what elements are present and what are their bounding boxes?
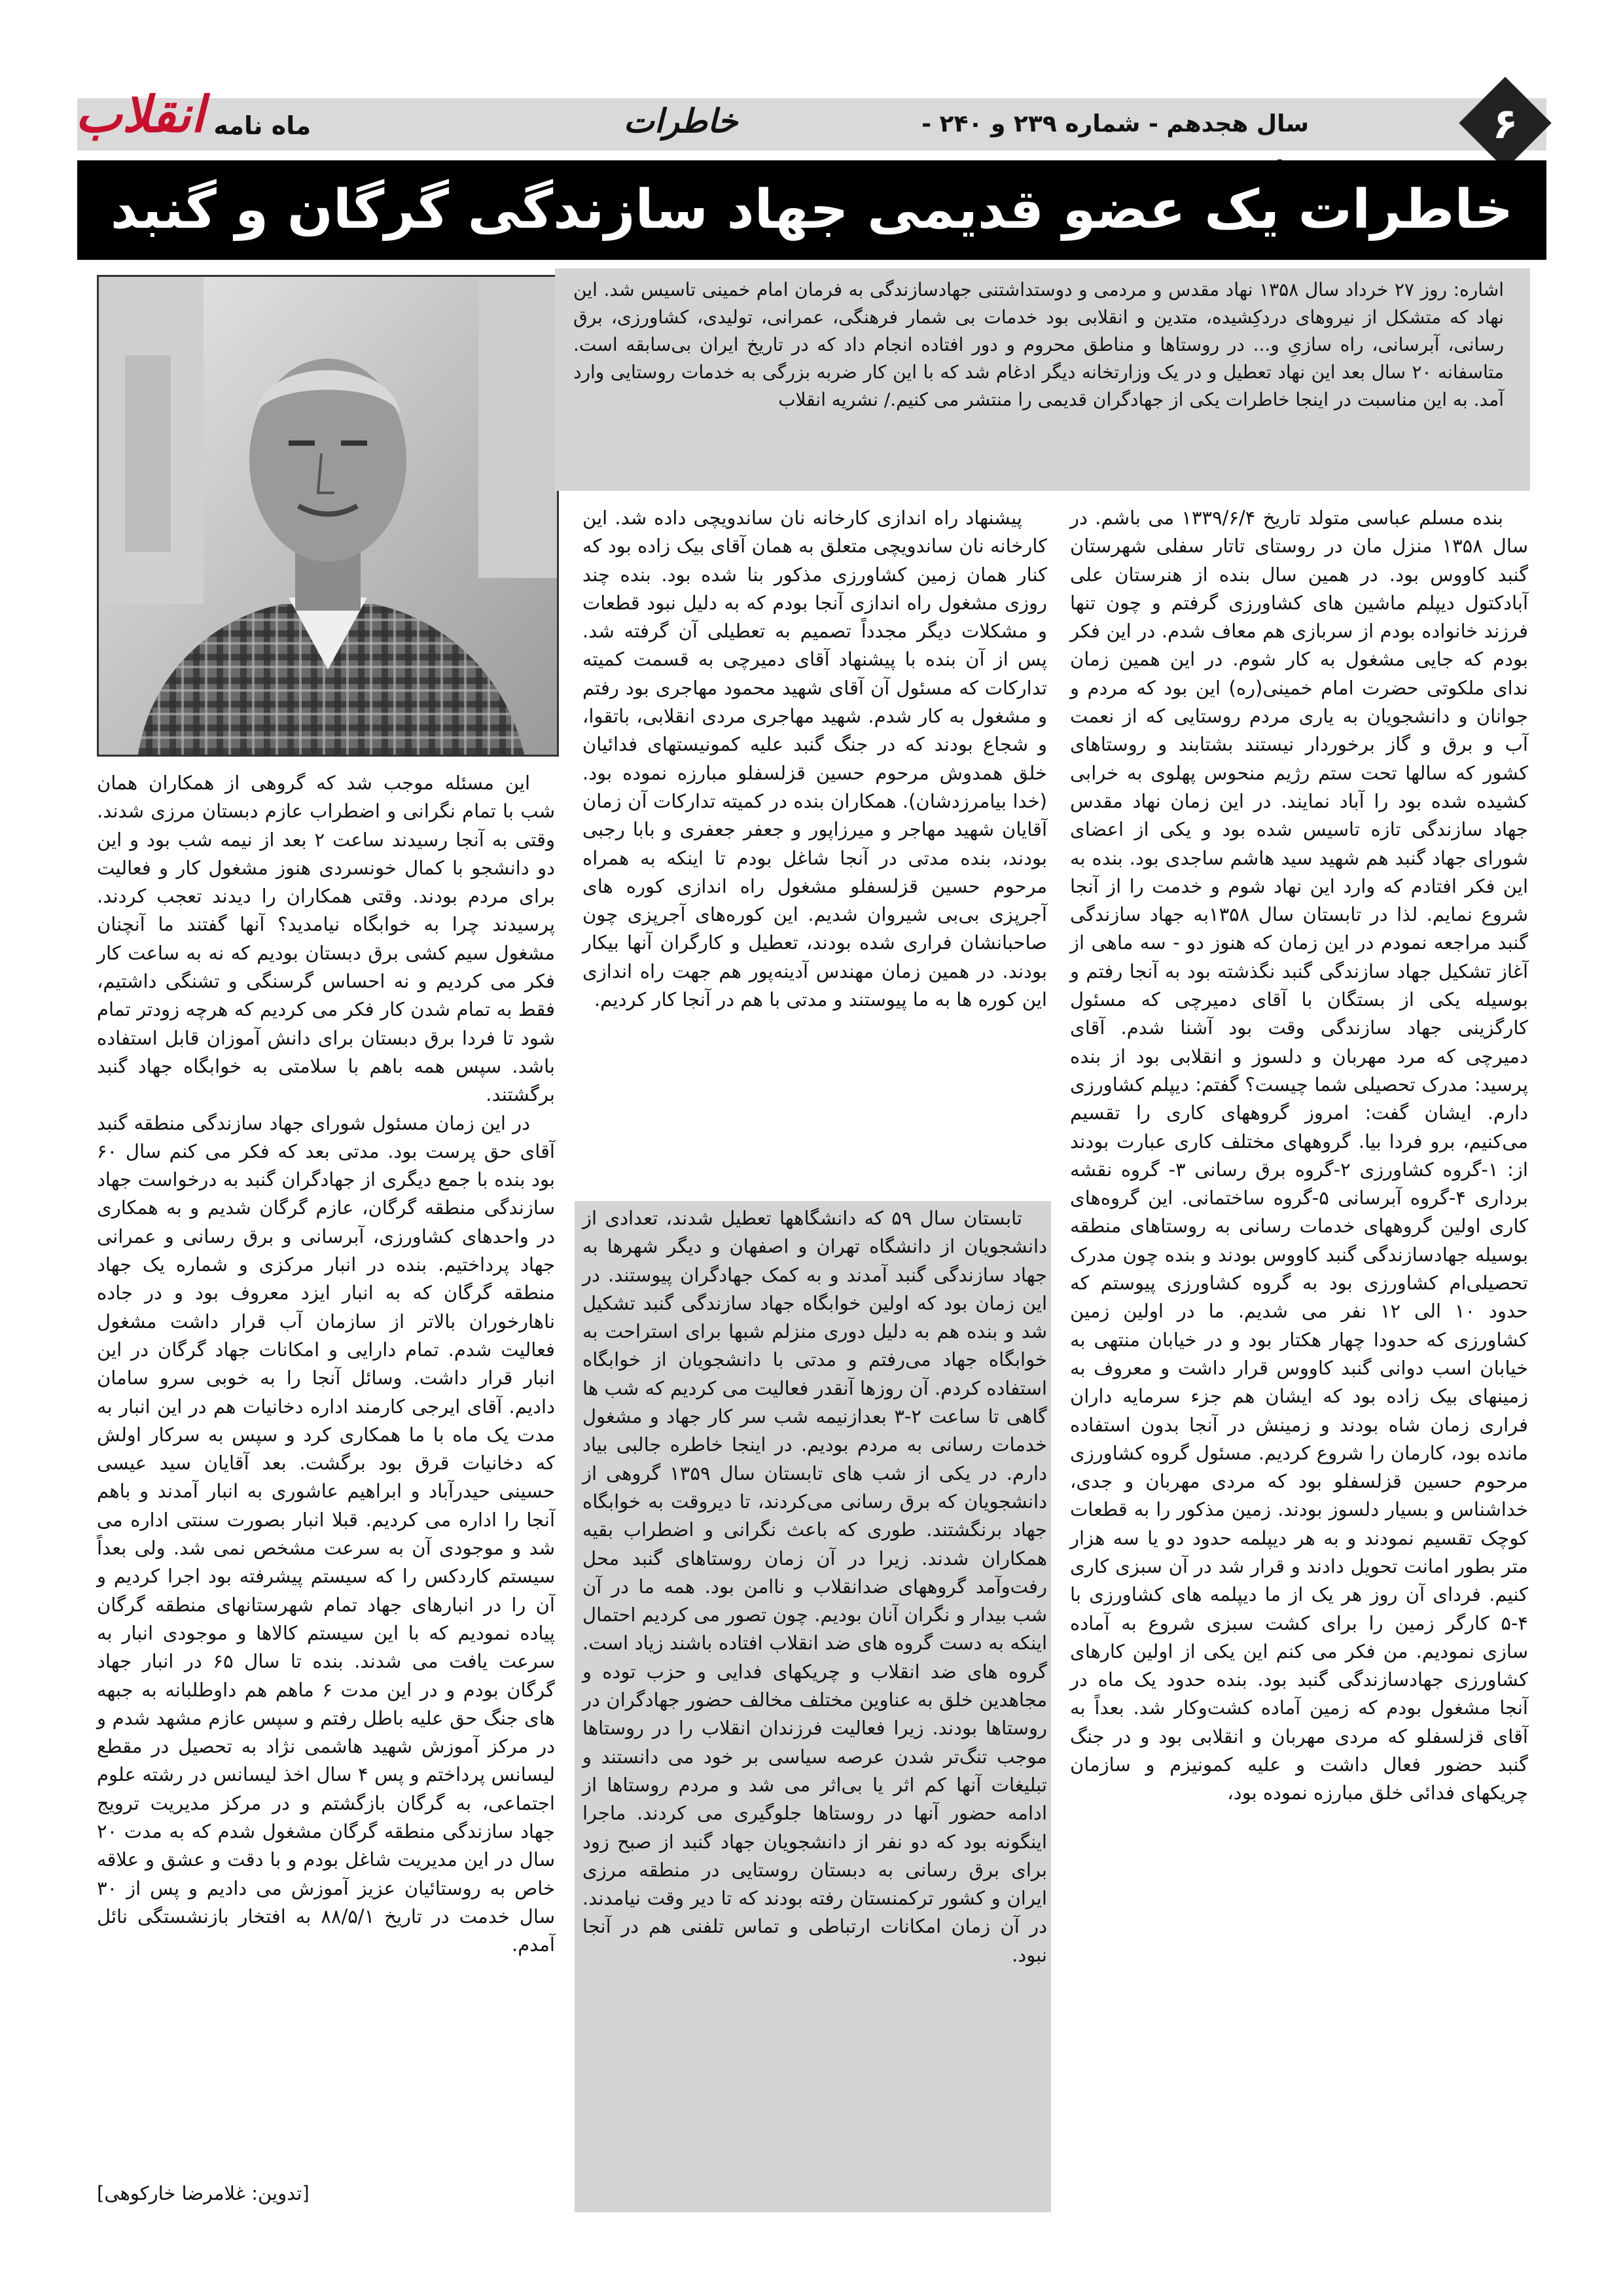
intro-text: اشاره: روز ۲۷ خرداد سال ۱۳۵۸ نهاد مقدس و مردمی و دوستداشتنی جهادسازندگی به فرمان امام خمینی تاسیس شد. این نهاد که متشکل از نیروهای دردکِشیده، متدین و انقلابی بود خدمات بی شمار فرهنگی، عمرانی، تولیدی، کشاورزی، برق رسانی، آبرسانی، راه سازیِ و... در روستاها و مناطق محروم و دور افتاده انجام داد که در تاریخ ایران بی‌سابقه است. متاسفانه ۲۰ سال بعد این نهاد تعطیل و در یک وزارتخانه دیگر ادغام شد که با این کار ضربه بزرگی به خدمات روستایی وارد آمد. به این مناسبت در اینجا خاطرات یکی از جهادگران قدیمی را منتشر می کنیم./ نشریه انقلاب (573, 279, 1505, 410)
article-column-left (97, 769, 555, 2235)
portrait-photo-icon (99, 277, 557, 755)
article-column-right (1070, 504, 1528, 2235)
page-number: ۶ (1492, 100, 1518, 149)
magazine-name: انقلاب (75, 85, 205, 143)
intro-box (555, 268, 1530, 491)
article-column-middle-shaded (582, 1204, 1047, 2209)
article-column-middle (582, 504, 1047, 1198)
article-title: خاطرات یک عضو قدیمی جهاد سازندگی گرگان و گنبد (110, 179, 1514, 241)
paragraph: بنده مسلم عباسی متولد تاریخ ۱۳۳۹/۶/۴ می باشم. در سال ۱۳۵۸ منزل مان در روستای تاتار سفلی شهرستان گنبد کاووس بود. در همین سال بنده از هنرستان علی آبادکتول دیپلم ماشین های کشاورزی گرفتم و چون تنها فرزند خانواده بودم از سربازی هم معاف شدم. در این فکر بودم که جایی مشغول به کار شوم. در این همین زمان ندای ملکوتی حضرت امام خمینی(ره) این بود که مردم و جوانان و دانشجویان به یاری مردم روستایی که از نعمت آب و برق و گاز برخوردار نیستند بشتابند و روستاهای کشور که سالها تحت ستم رژیم منحوس پهلوی به خرابی کشیده شده بود را آباد نمایند. در این زمان نهاد مقدس جهاد سازندگی تازه تاسیس شده بود و یکی از اعضای شورای جهاد گنبد هم شهید سید هاشم ساجدی بود. بنده به این فکر افتادم که وارد این نهاد شوم و خدمت را از آنجا شروع نمایم. لذا در تابستان سال ۱۳۵۸به جهاد سازندگی گنبد مراجعه نمودم در این زمان که هنوز دو - سه ماهی از آغاز تشکیل جهاد سازندگی گنبد نگذشته بود به آنجا رفتم و بوسیله یکی از بستگان با آقای دمیرچی که مسئول کارگزینی جهاد سازندگی وقت بود آشنا شدم. آقای دمیرچی که مرد مهربان و دلسوز و انقلابی بود از بنده پرسید: مدرک تحصیلی شما چیست؟ گفتم: دیپلم کشاورزی دارم. ایشان گفت: امروز گروههای کاری را تقسیم می‌کنیم، برو فردا بیا. گروههای مختلف کاری عبارت بودند از: ۱-گروه کشاورزی ۲-گروه برق رسانی ۳- گروه نقشه برداری ۴-گروه آبرسانی ۵-گروه ساختمانی. این گروه‌های کاری اولین گروههای خدمات رسانی به روستاهای منطقه بوسیله جهادسازندگی گنبد کاووس بودند و بنده چون مدرک تحصیلی‌ام کشاورزی بود به گروه کشاورزی پیوستم که حدود ۱۰ الی ۱۲ نفر می شدیم. ما در اولین زمین کشاورزی که حدودا چهار هکتار بود و در خیابان منتهی به خیابان اسب دوانی گنبد کاووس قرار داشت و معروف به زمینهای بیک زاده بود که ایشان هم جزء سرمایه داران فراری زمان شاه بودند و زمینش در آنجا بدون استفاده مانده بود، کارمان را شروع کردیم. مسئول گروه کشاورزی مرحوم حسین قزلسفلو بود که مردی مهربان و جدی، خداشناس و بسیار دلسوز بودند. زمین مذکور را به قطعات کوچک تقسیم نمودند و به هر دیپلمه حدود دو یا سه هزار متر بطور امانت تحویل دادند و قرار شد در آن سبزی کاری کنیم. فردای آن روز هر یک از ما دیپلمه های کشاورزی با ۴-۵ کارگر زمین را برای کشت سبزی شروع به آماده سازی نمودیم. من فکر می کنم این یکی از اولین کارهای کشاورزی جهادسازندگی گنبد بود. بنده حدود یک ماه در آنجا مشغول بودم که زمین آماده کشت‌وکار شد. بعداً به آقای قزلسفلو که مردی مهربان و انقلابی بود و در جنگ گنبد حضور فعال داشت و علیه کمونیزم و سازمان چریکهای فدائی خلق مبارزه نموده بود، (1070, 507, 1529, 1804)
paragraph: تابستان سال ۵۹ که دانشگاهها تعطیل شدند، تعدادی از دانشجویان از دانشگاه تهران و اصفهان و دیگر شهرها به جهاد سازندگی گنبد آمدند و به کمک جهادگران پیوستند. در این زمان بود که اولین خوابگاه جهاد سازندگی گنبد تشکیل شد و بنده هم به دلیل دوری منزلم شبها برای استراحت به خوابگاه جهاد می‌رفتم و مدتی با دانشجویان از خوابگاه استفاده کردم. آن روزها آنقدر فعالیت می کردیم که شب ها گاهی تا ساعت ۲-۳ بعدازنیمه شب سر کار جهاد و مشغول خدمات رسانی به مردم بودیم. در اینجا خاطره جالبی بیاد دارم. در یکی از شب های تابستان سال ۱۳۵۹ گروهی از دانشجویان که برق رسانی می‌کردند، تا دیروقت به خوابگاه جهاد برنگشتند. طوری که باعث نگرانی و اضطراب بقیه همکاران شدند. زیرا در آن زمان روستاهای گنبد محل رفت‌وآمد گروههای ضدانقلاب و ناامن بود. همه ما در آن شب بیدار و نگران آنان بودیم. چون تصور می کردیم احتمال اینکه به دست گروه های ضد انقلاب افتاده باشند زیاد است. گروه های ضد انقلاب و چریکهای فدایی و حزب توده و مجاهدین خلق به عناوین مختلف مخالف حضور جهادگران در روستاها بودند. زیرا فعالیت فرزندان انقلاب را در روستاها موجب تنگ‌تر شدن عرصه سیاسی بر خود می دانستند و تبلیغات آنها کم اثر یا بی‌اثر می شد و مردم روستاها از ادامه حضور آنها در روستاها جلوگیری می کردند. ماجرا اینگونه بود که دو نفر از دانشجویان جهاد گنبد از صبح زود برای برق رسانی به دبستان روستایی در منطقه مرزی ایران و کشور ترکمنستان رفته بودند که تا دیر وقت نیامدند. در آن زمان امکانات ارتباطی و تماس تلفنی هم در آنجا نبود. (582, 1207, 1047, 1966)
author-credit: [تدوین: غلامرضا خارکوهی] (97, 2182, 310, 2204)
paragraph: پیشنهاد راه اندازی کارخانه نان ساندویچی داده شد. این کارخانه نان ساندویچی متعلق به همان آقای بیک زاده بود که کنار همان زمین کشاورزی مذکور بنا شده بود. بنده چند روزی مشغول راه اندازی آنجا بودم که به دلیل نبود قطعات و مشکلات دیگر مجدداً تصمیم به تعطیلی آن گرفته شد. پس از آن بنده با پیشنهاد آقای دمیرچی به قسمت کمیته تدارکات که مسئول آن آقای شهید محمود مهاجری بود رفتم و مشغول به کار شدم. شهید مهاجری مردی انقلابی، باتقوا، و شجاع بودند که در جنگ گنبد علیه کمونیستهای فدائیان خلق همدوش مرحوم حسین قزلسفلو مبارزه نموده بود. (خدا بیامرزدشان). همکاران بنده در کمیته تدارکات آن زمان آقایان شهید مهاجر و میرزاپور و جعفر جعفری و بابا رجبی بودند، بنده مدتی در آنجا شاغل بودم تا اینکه به همراه مرحوم حسین قزلسفلو مشغول راه اندازی کوره های آجرپزی بی‌بی شیروان شدیم. این کوره‌های آجرپزی چون صاحبانشان فراری شده بودند، تعطیل و کارگران آنها بیکار بودند. در همین زمان مهندس آدینه‌پور هم جهت راه اندازی این کوره ها به ما پیوستند و مدتی با هم در آنجا کار کردیم. (582, 507, 1047, 1011)
paragraph: این مسئله موجب شد که گروهی از همکاران همان شب با تمام نگرانی و اضطراب عازم دبستان مرزی شدند. وقتی به آنجا رسیدند ساعت ۲ بعد از نیمه شب بود و این دو دانشجو با کمال خونسردی هنوز مشغول کار و فعالیت برای مردم بودند. وقتی همکاران را دیدند تعجب کردند. پرسیدند چرا به خوابگاه نیامدید؟ آنها گفتند ما آنچنان مشغول سیم کشی برق دبستان بودیم که نه به ساعت کار فکر می کردیم و نه احساس گرسنگی و تشنگی داشتیم، فقط به تمام شدن کار فکر می کردیم که هرچه زودتر تمام شود تا فردا برق دبستان برای دانش آموزان قابل استفاده باشد. سپس همه باهم با سلامتی به خوابگاه جهاد گنبد برگشتند. (97, 772, 555, 1106)
section-name: خاطرات (623, 101, 738, 140)
issue-info: سال هجدهم - شماره ۲۳۹ و ۲۴۰ - (921, 111, 1309, 137)
portrait-photo (97, 275, 559, 757)
paragraph: در این زمان مسئول شورای جهاد سازندگی منطقه گنبد آقای حق پرست بود. مدتی بعد که فکر می کنم سال ۶۰ بود بنده با جمع دیگری از جهادگران گنبد به درخواست جهاد سازندگی منطقه گرگان، عازم گرگان شدیم و به همکاری در واحدهای کشاورزی، آبرسانی و برق رسانی و عمرانی جهاد پرداختیم. بنده در انبار مرکزی و شماره یک جهاد منطقه گرگان که به انبار ایزد معروف بود و در جاده ناهارخوران بالاتر از سازمان آب قرار داشت مشغول فعالیت شدم. تمام دارایی و امکانات جهاد گرگان در این انبار قرار داشت. وسائل آنجا را به خوبی سرو سامان دادیم. آقای ایرجی کارمند اداره دخانیات هم در این انبار به مدت یک ماه با ما همکاری کرد و سپس به سرکار اولش که دخانیات قرق بود برگشت. بعد آقایان سید عیسی حسینی حیدرآباد و ابراهیم عاشوری به انبار آمدند و باهم آنجا را اداره می کردیم. قبلا انبار بصورت سنتی اداره می شد و موجودی آن به سرعت مشخص نمی شد. ولی بعداً سیستم کاردکس را که سیستم پیشرفته بود اجرا کردیم و آن را در انبارهای جهاد تمام شهرستانهای منطقه گرگان پیاده نمودیم که با این سیستم کالاها و موجودی انبار به سرعت یافت می شدند. بنده تا سال ۶۵ در انبار جهاد گرگان بودم و در این مدت ۶ ماهم هم داوطلبانه به جبهه های جنگ حق علیه باطل رفتم و سپس عازم مشهد شدم و در مرکز آموزش شهید هاشمی نژاد به تحصیل در مقطع لیسانس پرداختم و پس ۴ سال اخذ لیسانس در رشته علوم اجتماعی، به گرگان بازگشتم و در مرکز مدیریت ترویج جهاد سازندگی منطقه گرگان مشغول شدم که به مدت ۲۰ سال در این مدیریت شاغل بودم و با دقت و عشق و علاقه خاص به روستائیان عزیز آموزش می دادیم و پس از ۳۰ سال خدمت در تاریخ ۸۸/۵/۱ به افتخار بازنشستگی نائل آمدم. (97, 1111, 556, 1956)
magazine-logo (75, 79, 311, 147)
magazine-prefix: ماه نامه (213, 111, 311, 140)
